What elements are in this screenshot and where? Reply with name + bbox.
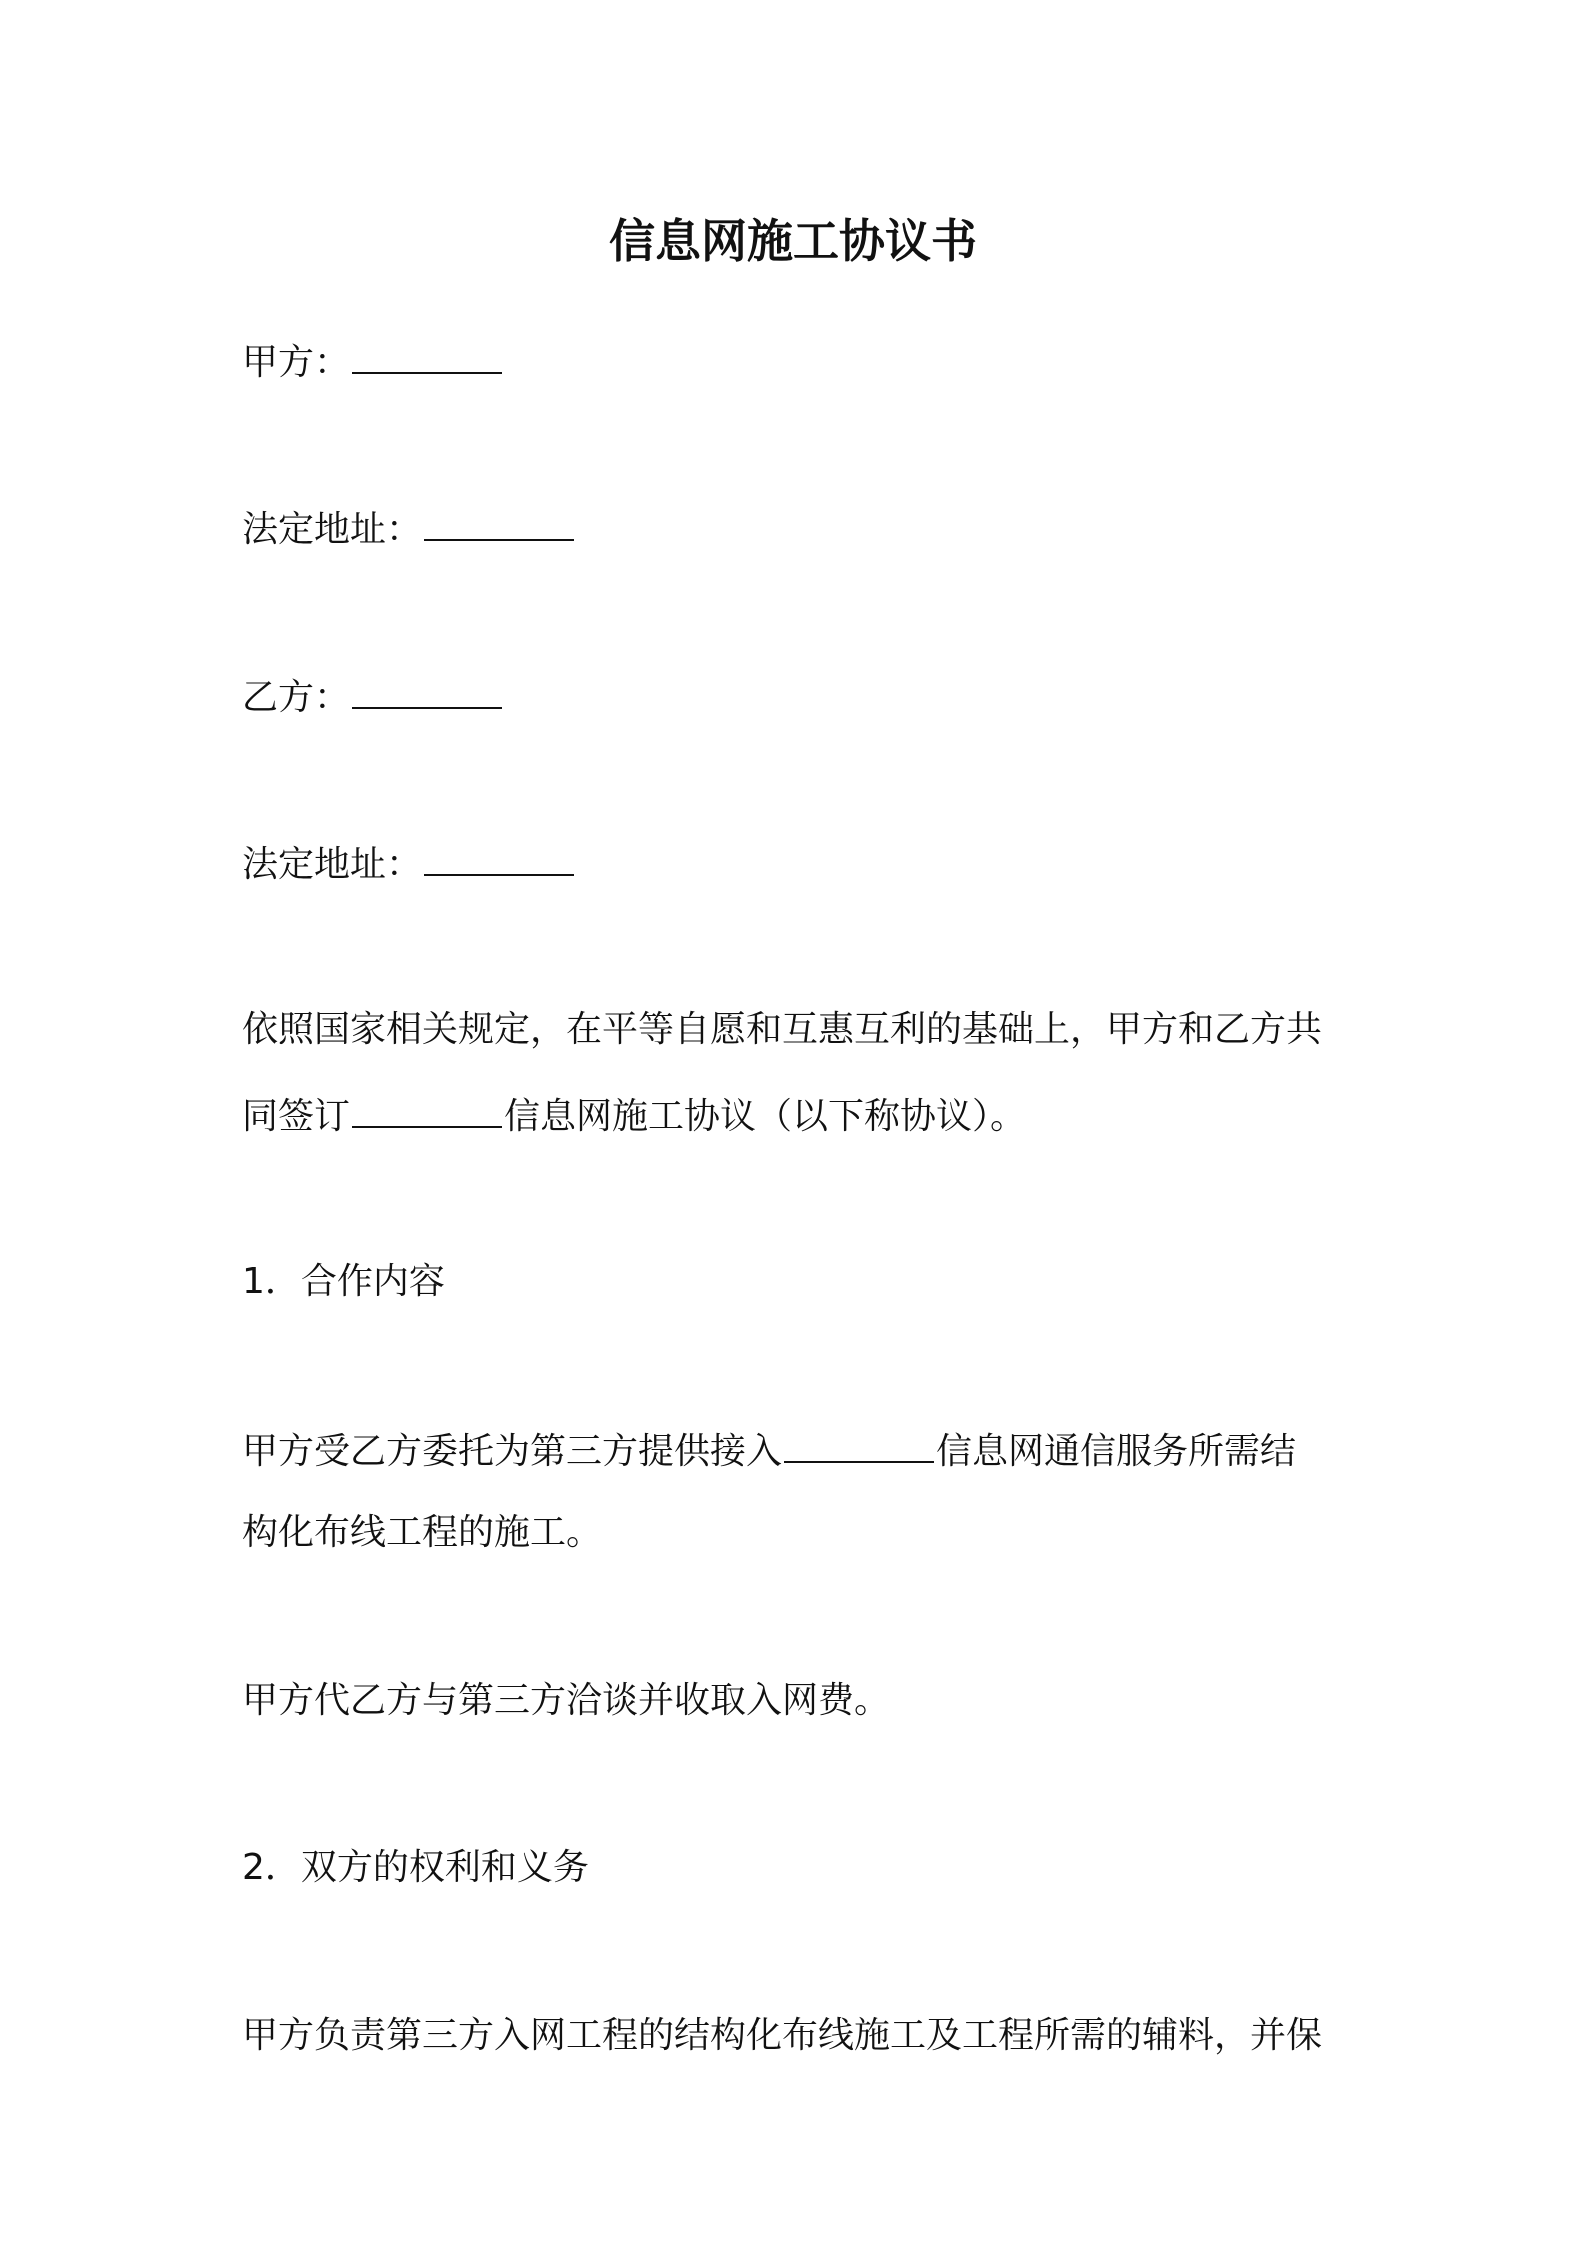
section-2-p1-line-1: 甲方负责第三方入网工程的结构化布线施工及工程所需的辅料，并保 <box>242 2015 1323 2056</box>
section-1-heading: 1．合作内容 <box>242 1261 445 1302</box>
party-a-line <box>242 336 504 387</box>
network-name-blank <box>784 1425 934 1463</box>
section-1-p1-line-1 <box>242 1425 1296 1476</box>
intro-line-2-after: 信息网施工协议（以下称协议）。 <box>504 1096 1027 1137</box>
party-a-address-label: 法定地址： <box>242 509 423 550</box>
section-1-p2: 甲方代乙方与第三方洽谈并收取入网费。 <box>242 1680 891 1721</box>
party-a-address-blank <box>424 503 574 541</box>
agreement-name-blank <box>352 1090 502 1128</box>
party-b-label: 乙方： <box>242 677 351 718</box>
document-title: 信息网施工协议书 <box>609 214 977 268</box>
intro-line-1: 依照国家相关规定，在平等自愿和互惠互利的基础上，甲方和乙方共 <box>242 1009 1323 1050</box>
section-1-p1-line-2: 构化布线工程的施工。 <box>242 1512 603 1553</box>
party-b-address-line <box>242 838 576 889</box>
party-b-address-label: 法定地址： <box>242 844 423 885</box>
party-b-blank <box>352 671 502 709</box>
section-1-p1-before: 甲方受乙方委托为第三方提供接入 <box>242 1431 783 1472</box>
party-a-blank <box>352 336 502 374</box>
intro-line-2-before: 同签订 <box>242 1096 351 1137</box>
party-b-address-blank <box>424 838 574 876</box>
section-2-heading: 2．双方的权利和义务 <box>242 1847 589 1888</box>
party-b-line <box>242 671 504 722</box>
party-a-label: 甲方： <box>242 342 351 383</box>
section-1-p1-after: 信息网通信服务所需结 <box>936 1431 1297 1472</box>
party-a-address-line <box>242 503 576 554</box>
intro-line-2 <box>242 1090 1026 1141</box>
